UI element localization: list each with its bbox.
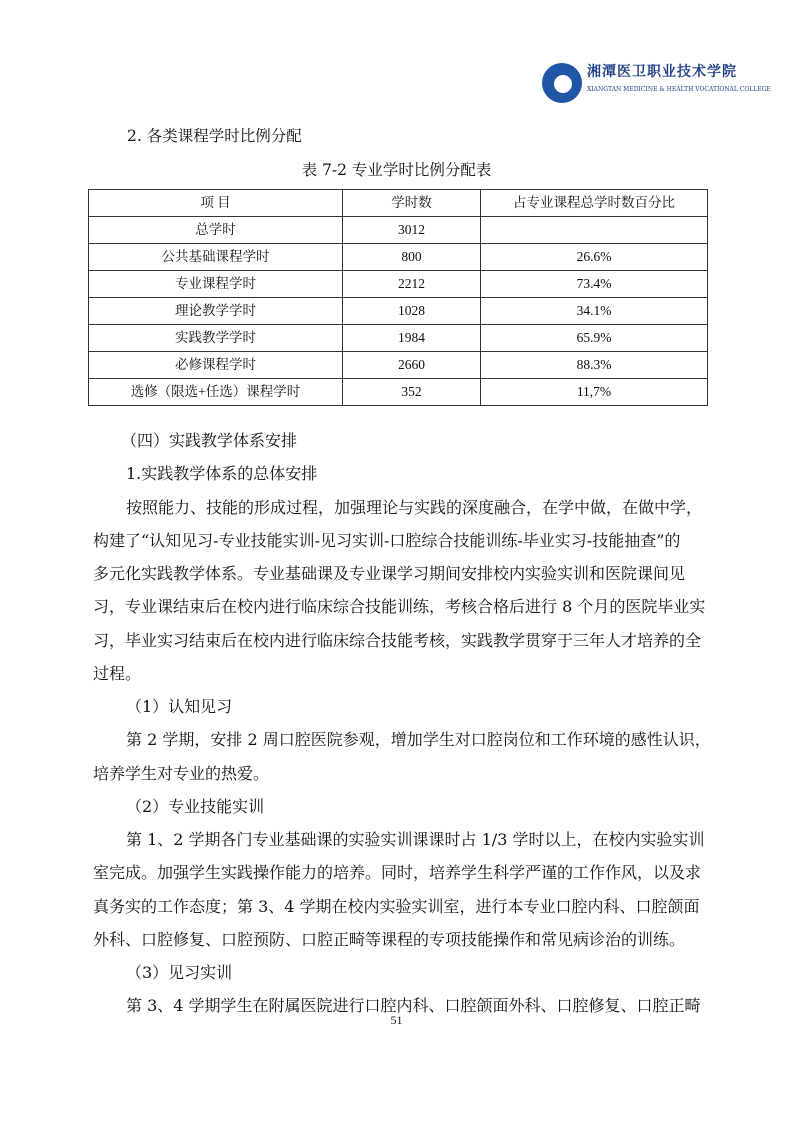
text-line: 第 1、2 学期各门专业基础课的实验实训课课时占 1/3 学时以上，在校内实验实训 [126,830,705,849]
section-heading: 2. 各类课程学时比例分配 [127,127,302,145]
item-heading: （2）专业技能实训 [126,796,265,816]
table-cell: 公共基础课程学时 [89,244,343,271]
text-line: 按照能力、技能的形成过程，加强理论与实践的深度融合，在学中做，在做中学， [126,497,703,517]
table-cell: 专业课程学时 [89,271,343,298]
table-row [89,271,708,298]
table-cell: 学时数 [343,190,481,217]
table-cell: 2660 [343,352,481,379]
table-cell: 352 [343,379,481,406]
subsection-heading: （四）实践教学体系安排 [121,431,298,450]
table-cell: 2212 [343,271,481,298]
table-cell: 总学时 [89,217,343,244]
paragraph [93,823,753,956]
table-row [89,217,708,244]
item-heading: （3）见习实训 [126,963,233,982]
paragraph [93,723,753,790]
table-cell: 理论教学学时 [89,298,343,325]
table-cell: 项 目 [89,190,343,217]
text-line: 过程。 [93,663,142,683]
text-line: 第 2 学期，安排 2 周口腔医院参观，增加学生对口腔岗位和工作环境的感性认识， [126,730,711,750]
table-row [89,379,708,406]
body-text [93,424,753,1023]
text-line: 构建了“认知见习-专业技能实训-见习实训-口腔综合技能训练-毕业实习-技能抽查”的 [93,530,681,550]
text-line: 真务实的工作态度；第 3、4 学期在校内实验实训室，进行本专业口腔内科、口腔颌面 [93,896,700,916]
table-caption: 表 7-2 专业学时比例分配表 [301,161,492,179]
college-logo [537,60,771,108]
table-cell: 65.9% [481,325,708,352]
table-cell [481,217,708,244]
table-row [89,352,708,379]
table-row [89,298,708,325]
logo-text [587,64,771,94]
table-cell: 1028 [343,298,481,325]
table-cell: 88.3% [481,352,708,379]
table-cell: 1984 [343,325,481,352]
table-cell: 占专业课程总学时数百分比 [481,190,708,217]
text-line: 习，毕业实习结束后在校内进行临床综合技能考核，实践教学贯穿于三年人才培养的全 [93,630,702,650]
college-seal-icon [542,63,582,103]
text-line: 多元化实践教学体系。专业基础课及专业课学习期间安排校内实验实训和医院课间见 [93,564,686,583]
text-line: 室完成。加强学生实践操作能力的培养。同时，培养学生科学严谨的工作作风，以及求 [93,863,702,883]
paragraph [93,491,753,691]
table-row [89,244,708,271]
table-cell: 必修课程学时 [89,352,343,379]
text-line: 第 3、4 学期学生在附属医院进行口腔内科、口腔颌面外科、口腔修复、口腔正畸 [126,996,701,1016]
table-cell: 3012 [343,217,481,244]
table-row [89,325,708,352]
text-line: 培养学生对专业的热爱。 [93,763,270,783]
text-line: 习，专业课结束后在校内进行临床综合技能训练，考核合格后进行 8 个月的医院毕业实 [93,597,706,617]
table-cell: 34.1% [481,298,708,325]
table-header-row [89,190,708,217]
table-cell: 26.6% [481,244,708,271]
text-line: 外科、口腔修复、口腔预防、口腔正畸等课程的专项技能操作和常见病诊治的训练。 [93,929,686,949]
logo-text-cn: 湘潭医卫职业技术学院 [587,64,737,80]
hours-ratio-table [88,189,708,406]
table-cell: 选修（限选+任选）课程学时 [89,379,343,406]
table-cell: 800 [343,244,481,271]
item-heading: （1）认知见习 [126,697,233,716]
table-cell: 11,7% [481,379,708,406]
page-number: 51 [390,1013,403,1027]
logo-text-en: XIANGTAN MEDICINE & HEALTH VOCATIONAL COLLEGE [587,86,771,93]
subsubsection-heading: 1.实践教学体系的总体安排 [126,464,318,484]
table-cell: 实践教学学时 [89,325,343,352]
table-cell: 73.4% [481,271,708,298]
